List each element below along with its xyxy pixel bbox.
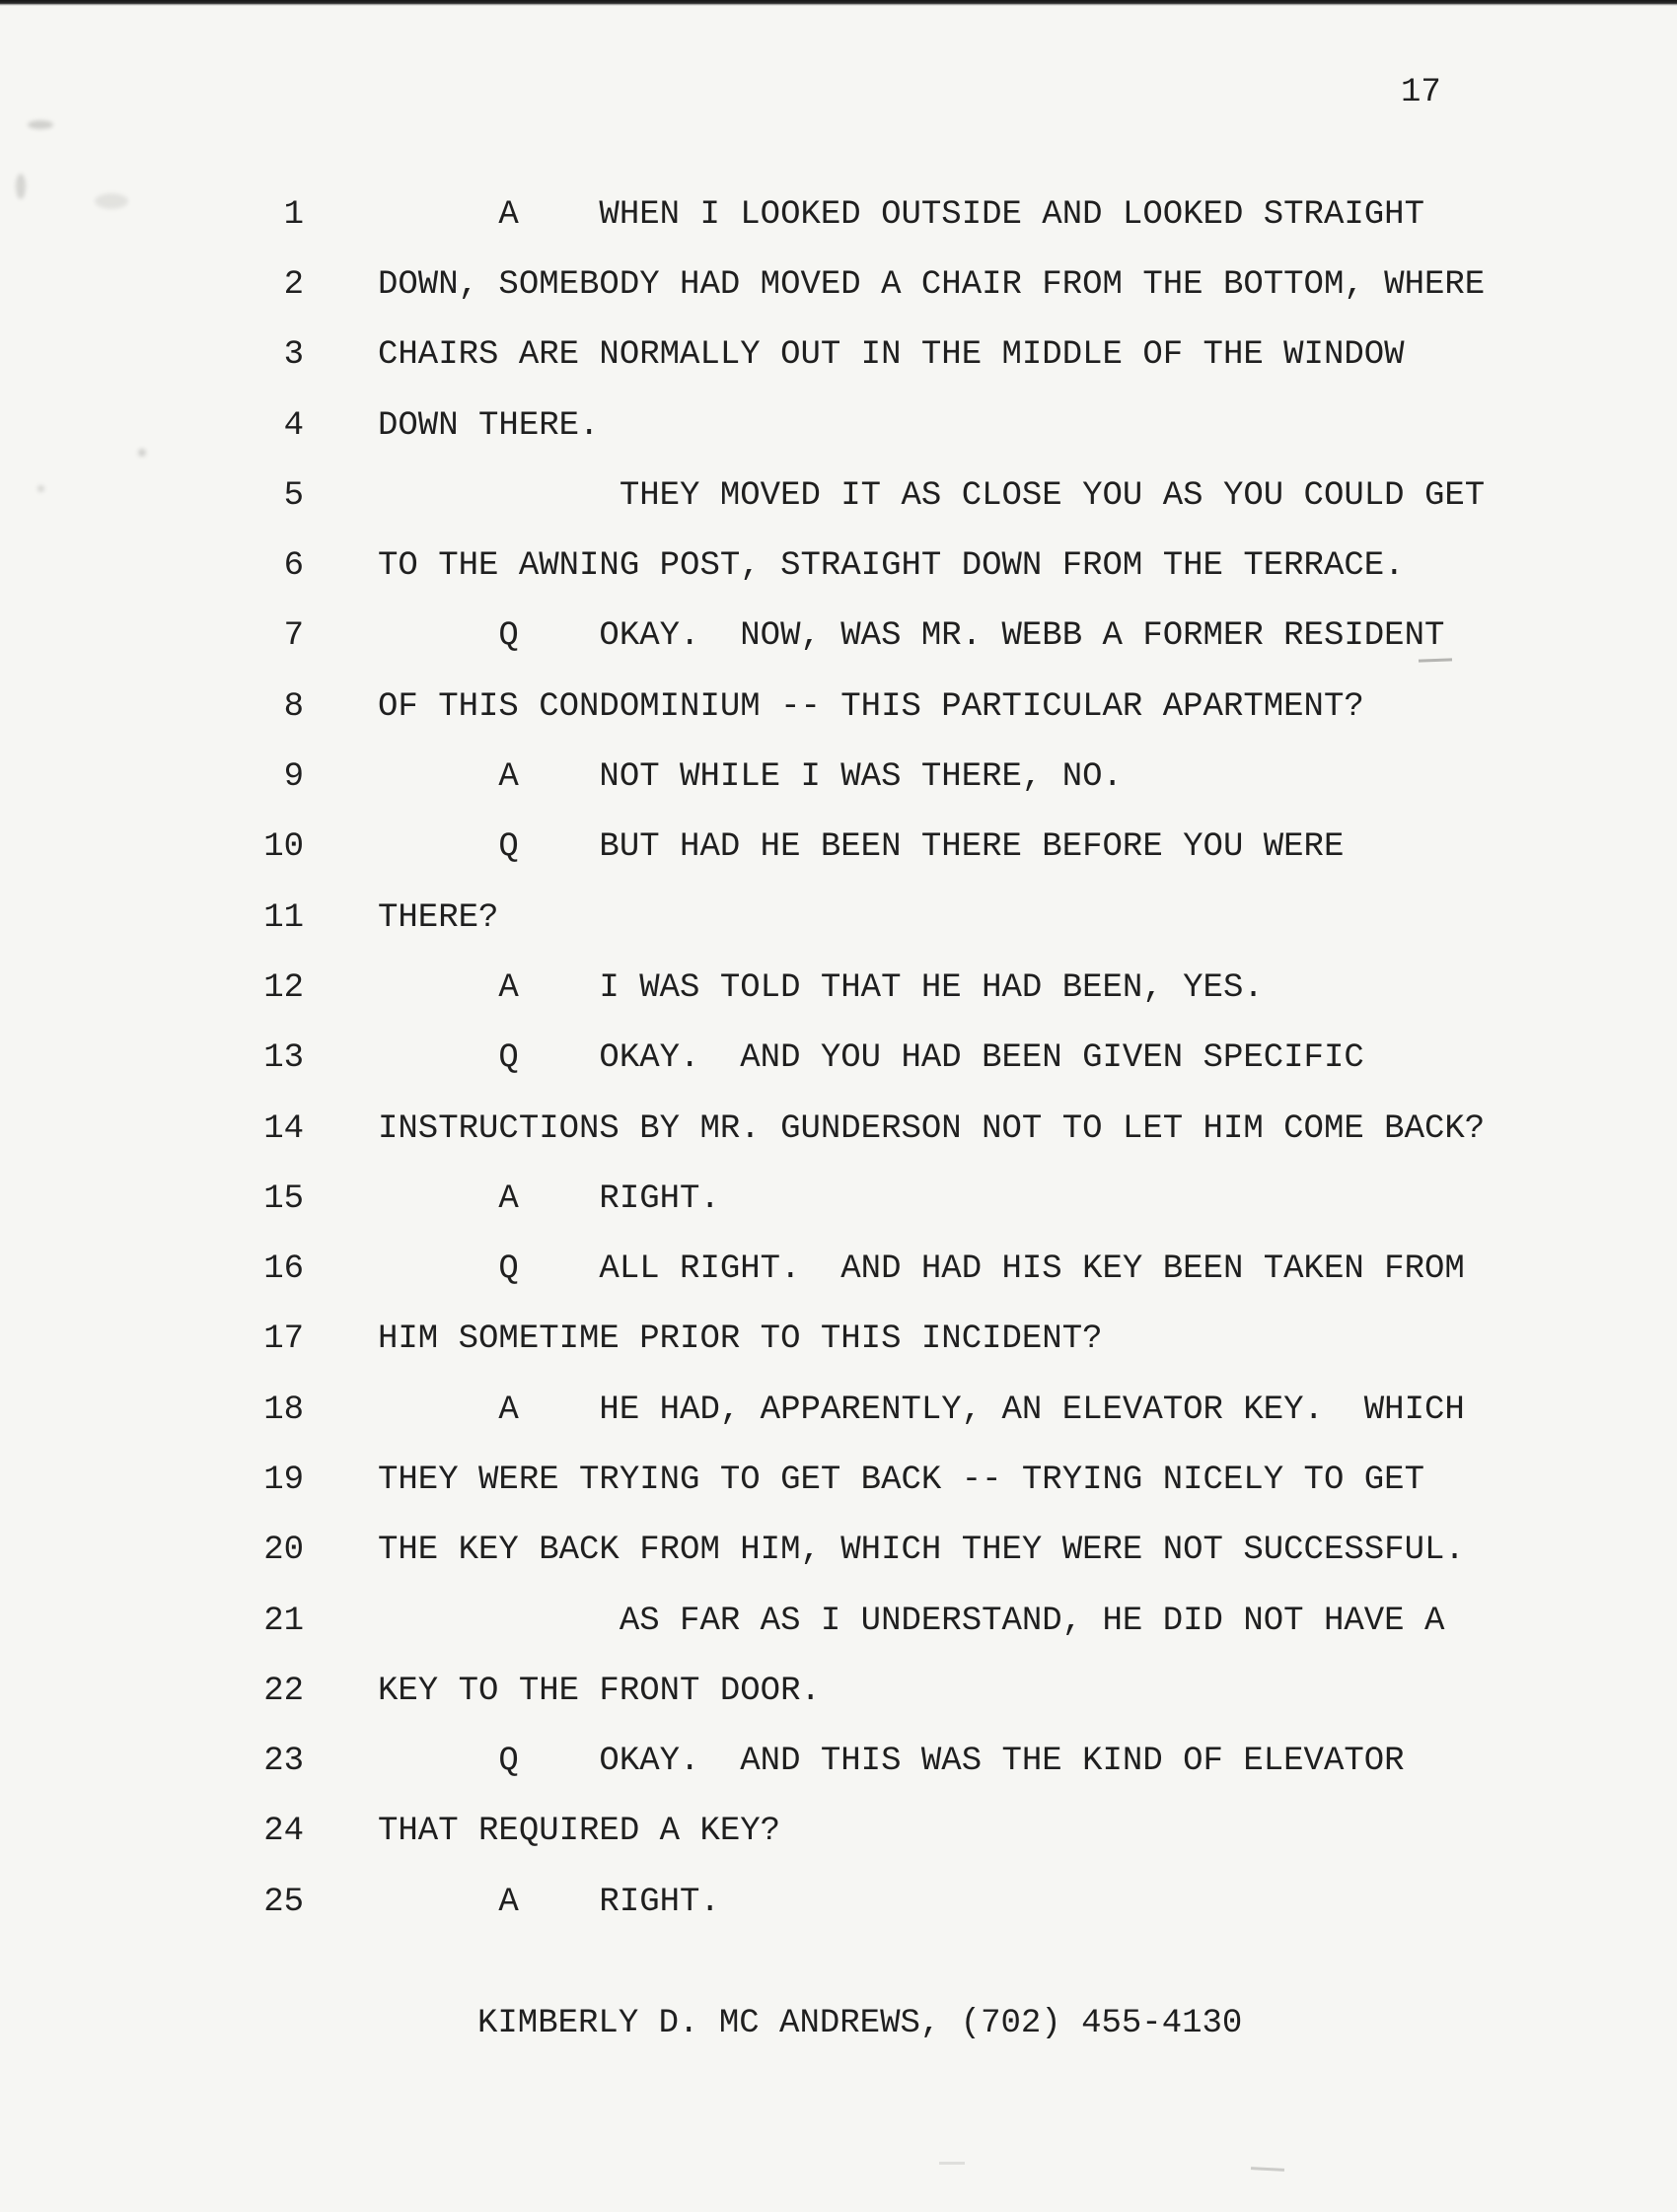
line-text: KEY TO THE FRONT DOOR. [378,1672,821,1710]
transcript-line [0,1094,1677,1164]
transcript-line [0,1867,1677,1937]
line-number: 20 [263,1532,304,1570]
transcript-line [0,1516,1677,1586]
transcript-line [0,461,1677,531]
transcript-line [0,321,1677,391]
line-number: 15 [263,1179,304,1218]
line-number: 2 [283,265,304,304]
line-number: 5 [283,476,304,515]
scan-smudge [28,120,53,129]
transcript-line [0,1586,1677,1656]
line-number: 18 [263,1391,304,1429]
line-text: A I WAS TOLD THAT HE HAD BEEN, YES. [378,968,1264,1007]
line-number: 14 [263,1109,304,1148]
line-number: 8 [283,687,304,726]
line-number: 17 [263,1320,304,1359]
transcript-line [0,1234,1677,1304]
scan-edge-top [0,0,1677,6]
transcript-line [0,1797,1677,1867]
line-number: 16 [263,1250,304,1289]
transcript-line [0,1375,1677,1445]
scan-dash [1251,2167,1284,2172]
transcript-line [0,742,1677,812]
line-number: 21 [263,1602,304,1640]
line-text: A WHEN I LOOKED OUTSIDE AND LOOKED STRAIGHT [378,195,1424,234]
line-text: A NOT WHILE I WAS THERE, NO. [378,758,1123,797]
line-number: 10 [263,828,304,867]
line-text: TO THE AWNING POST, STRAIGHT DOWN FROM THE TERRACE. [378,547,1405,586]
line-number: 23 [263,1743,304,1781]
transcript-line [0,1445,1677,1515]
line-text: A RIGHT. [378,1179,720,1218]
line-text: Q OKAY. AND THIS WAS THE KIND OF ELEVATOR [378,1743,1405,1781]
transcript-line [0,602,1677,672]
line-text: Q OKAY. NOW, WAS MR. WEBB A FORMER RESIDENT [378,617,1445,656]
transcript-line [0,1656,1677,1726]
transcript-line [0,531,1677,601]
line-text: THAT REQUIRED A KEY? [378,1813,781,1851]
line-number: 7 [283,617,304,656]
transcript-body [0,179,1677,1937]
line-number: 13 [263,1039,304,1078]
line-text: HIM SOMETIME PRIOR TO THIS INCIDENT? [378,1320,1103,1359]
transcript-line [0,1727,1677,1797]
line-text: INSTRUCTIONS BY MR. GUNDERSON NOT TO LET HIM COME BACK? [378,1109,1486,1148]
transcript-line [0,813,1677,883]
transcript-line [0,672,1677,742]
line-number: 11 [263,898,304,937]
line-number: 19 [263,1461,304,1499]
transcript-line [0,1164,1677,1234]
line-text: Q OKAY. AND YOU HAD BEEN GIVEN SPECIFIC [378,1039,1364,1078]
transcript-line [0,1024,1677,1094]
line-text: AS FAR AS I UNDERSTAND, HE DID NOT HAVE A [378,1602,1445,1640]
line-text: THERE? [378,898,499,937]
transcript-line [0,883,1677,953]
line-text: OF THIS CONDOMINIUM -- THIS PARTICULAR APARTMENT? [378,687,1364,726]
line-number: 22 [263,1672,304,1710]
line-text: CHAIRS ARE NORMALLY OUT IN THE MIDDLE OF THE WINDOW [378,336,1405,375]
line-number: 24 [263,1813,304,1851]
line-text: DOWN, SOMEBODY HAD MOVED A CHAIR FROM THE BOTTOM, WHERE [378,265,1486,304]
transcript-line [0,391,1677,461]
line-text: THE KEY BACK FROM HIM, WHICH THEY WERE NOT SUCCESSFUL. [378,1532,1465,1570]
line-text: Q ALL RIGHT. AND HAD HIS KEY BEEN TAKEN FROM [378,1250,1465,1289]
line-number: 1 [283,195,304,234]
reporter-footer: KIMBERLY D. MC ANDREWS, (702) 455-4130 [477,2005,1243,2042]
line-number: 6 [283,547,304,586]
transcript-line [0,179,1677,250]
line-number: 3 [283,336,304,375]
line-text: A HE HAD, APPARENTLY, AN ELEVATOR KEY. WHICH [378,1391,1465,1429]
scan-dash [939,2162,965,2165]
transcript-line [0,1305,1677,1375]
line-text: A RIGHT. [378,1883,720,1921]
line-number: 9 [283,758,304,797]
transcript-line [0,953,1677,1023]
line-text: Q BUT HAD HE BEEN THERE BEFORE YOU WERE [378,828,1345,867]
line-text: DOWN THERE. [378,406,600,445]
line-text: THEY MOVED IT AS CLOSE YOU AS YOU COULD GET [378,476,1486,515]
line-number: 25 [263,1883,304,1921]
line-number: 12 [263,968,304,1007]
transcript-line [0,250,1677,320]
line-number: 4 [283,406,304,445]
page-number: 17 [1401,74,1441,111]
line-text: THEY WERE TRYING TO GET BACK -- TRYING NICELY TO GET [378,1461,1424,1499]
